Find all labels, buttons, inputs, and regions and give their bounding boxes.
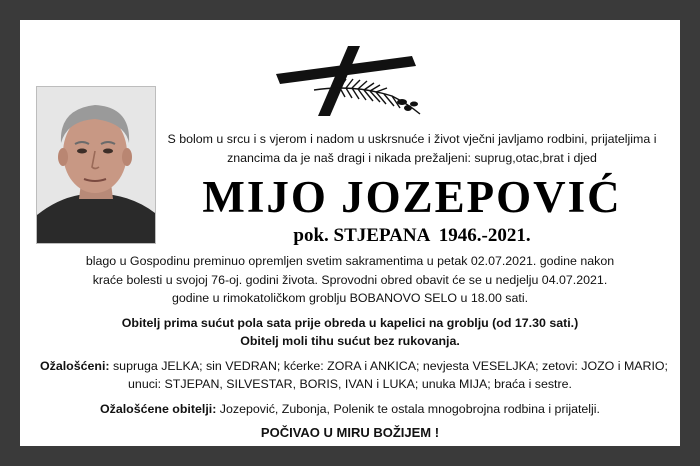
cross-with-palm-icon xyxy=(274,44,424,116)
condolence-line-2: Obitelj moli tihu sućut bez rukovanja. xyxy=(240,334,460,348)
condolence-line-1: Obitelj prima sućut pola sata prije obreda u kapelici na groblju (od 17.30 sati.) xyxy=(121,315,579,330)
intro-line-2: znancima da je naš dragi i nikada prežaljeni: suprug,otac,brat i djed xyxy=(227,151,597,165)
body-line-1: blago u Gospodinu preminuo opremljen svetim sakramentima u petak 02.07.2021. godine nakon xyxy=(85,254,615,268)
mourners-line-1 xyxy=(40,357,669,376)
body-line-3: godine u rimokatoličkom groblju BOBANOVO SELO u 18.00 sati. xyxy=(171,291,529,305)
portrait-photo xyxy=(36,86,156,244)
obituary-body xyxy=(40,252,669,443)
intro-line-1: S bolom u srcu i s vjerom i nadom u uskrsnuće i život vječni javljamo rodbini, prijateljima i xyxy=(167,132,657,146)
families-label: Ožalošćene obitelji: xyxy=(99,401,217,416)
families-line xyxy=(40,400,660,419)
closing-line: POČIVAO U MIRU BOŽIJEM ! xyxy=(260,425,440,440)
intro-text xyxy=(162,130,662,168)
body-line-2: kraće bolesti u svojoj 76-oj. godini života. Sprovodni obred obavit će se u nedjelju 04.07.2021. xyxy=(92,272,608,287)
mourners-line-2: unuci: STJEPAN, SILVESTAR, BORIS, IVAN i LUKA; unuka MIJA; braća i sestre. xyxy=(128,377,572,391)
deceased-name: MIJO JOZEPOVIĆ xyxy=(202,172,622,222)
obituary-card xyxy=(20,20,680,446)
families-text: Jozepović, Zubonja, Polenik te ostala mnogobrojna rodbina i prijatelji. xyxy=(216,401,601,416)
mourners-text-1: supruga JELKA; sin VEDRAN; kćerke: ZORA i ANKICA; nevjesta VESELJKA; zetovi: JOZO i MARIO; xyxy=(109,358,669,373)
mourners-label: Ožalošćeni: xyxy=(40,358,110,373)
father-and-years: pok. STJEPANA 1946.-2021. xyxy=(293,225,531,246)
